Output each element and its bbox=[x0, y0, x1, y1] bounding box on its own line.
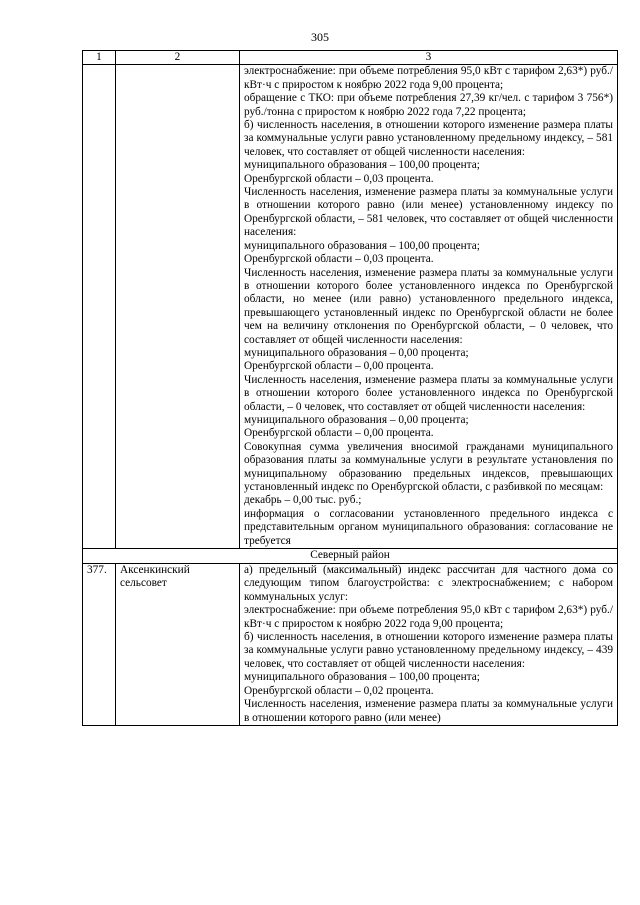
paragraph: Численность населения, изменение размера платы за коммунальные услуги в отношении которого равно (или менее) установленному индексу по Оренбургской области, – 581 человек, что составляет от общей численности населения: bbox=[244, 186, 613, 239]
paragraph: электроснабжение: при объеме потребления 95,0 кВт с тарифом 2,63*) руб./кВт·ч с приростом к ноябрю 2022 года 9,00 процента; bbox=[244, 604, 613, 630]
paragraph: муниципального образования – 100,00 процента; bbox=[244, 239, 480, 252]
paragraph: муниципального образования – 0,00 процента; bbox=[244, 413, 469, 426]
paragraph: Оренбургской области – 0,02 процента. bbox=[244, 684, 434, 697]
paragraph: информация о согласовании установленного предельного индекса с представительным органом муниципального образования: согласование не требуется bbox=[244, 507, 613, 547]
table-row bbox=[83, 564, 618, 726]
municipality-cell bbox=[116, 65, 240, 549]
tariff-table bbox=[82, 50, 618, 726]
table-header-row bbox=[83, 51, 618, 65]
paragraph: обращение с ТКО: при объеме потребления 27,39 кг/чел. с тарифом 3 756*) руб./тонна с приростом к ноябрю 2022 года 7,22 процента; bbox=[244, 92, 613, 118]
paragraph: Оренбургской области – 0,03 процента. bbox=[244, 172, 434, 185]
paragraph: муниципального образования – 100,00 процента; bbox=[244, 671, 480, 684]
paragraph: Совокупная сумма увеличения вносимой гражданами муниципального образования платы за коммунальные услуги в результате установления по муниципальному образованию предельных индексов, превышающих установленный индекс по Оренбургской области, с разбивкой по месяцам: bbox=[244, 440, 613, 493]
page-number: 305 bbox=[311, 30, 329, 44]
header-col-3: 3 bbox=[240, 51, 618, 65]
paragraph: б) численность населения, в отношении которого изменение размера платы за коммунальные услуги равно установленному предельному индексу, – 439 человек, что составляет от общей численности населения: bbox=[244, 631, 613, 670]
description-cell bbox=[240, 564, 618, 726]
header-col-1: 1 bbox=[83, 51, 116, 65]
description-cell bbox=[240, 65, 618, 549]
paragraph: а) предельный (максимальный) индекс рассчитан для частного дома со следующим типом благоустройства: с электроснабжением; с набором коммунальных услуг: bbox=[244, 564, 613, 603]
paragraph: Численность населения, изменение размера платы за коммунальные услуги в отношении которого равно (или менее) bbox=[244, 698, 613, 724]
paragraph: декабрь – 0,00 тыс. руб.; bbox=[244, 494, 362, 507]
paragraph: Оренбургской области – 0,03 процента. bbox=[244, 253, 434, 266]
paragraph: электроснабжение: при объеме потребления 95,0 кВт с тарифом 2,63*) руб./кВт·ч с приростом к ноябрю 2022 года 9,00 процента; bbox=[244, 65, 613, 91]
paragraph: б) численность населения, в отношении которого изменение размера платы за коммунальные услуги равно установленному предельному индексу, – 581 человек, что составляет от общей численности населения: bbox=[244, 119, 613, 158]
municipality-cell bbox=[116, 564, 240, 726]
paragraph: Численность населения, изменение размера платы за коммунальные услуги в отношении которого более установленного индекса по Оренбургской области, – 0 человек, что составляет от общей численности населения: bbox=[244, 373, 613, 413]
paragraph: муниципального образования – 0,00 процента; bbox=[244, 346, 469, 359]
municipality-name: Аксенкинский сельсовет bbox=[120, 564, 190, 590]
row-number-cell bbox=[83, 564, 116, 726]
paragraph: Оренбургской области – 0,00 процента. bbox=[244, 427, 434, 440]
table-row bbox=[83, 65, 618, 549]
row-number: 377. bbox=[87, 564, 107, 577]
paragraph: Численность населения, изменение размера платы за коммунальные услуги в отношении которого более установленного индекса по Оренбургской области, но менее (или равно) установленного предельного индекса, превышающего установленный индекс по Оренбургской области не более чем на величину отклонения по Оренбургской области, – 0 человек, что составляет от общей численности населения: bbox=[244, 266, 613, 346]
section-row bbox=[83, 549, 618, 564]
row-number-cell bbox=[83, 65, 116, 549]
header-col-2: 2 bbox=[116, 51, 240, 65]
paragraph: Оренбургской области – 0,00 процента. bbox=[244, 360, 434, 373]
paragraph: муниципального образования – 100,00 процента; bbox=[244, 159, 480, 172]
section-title: Северный район bbox=[83, 549, 618, 564]
